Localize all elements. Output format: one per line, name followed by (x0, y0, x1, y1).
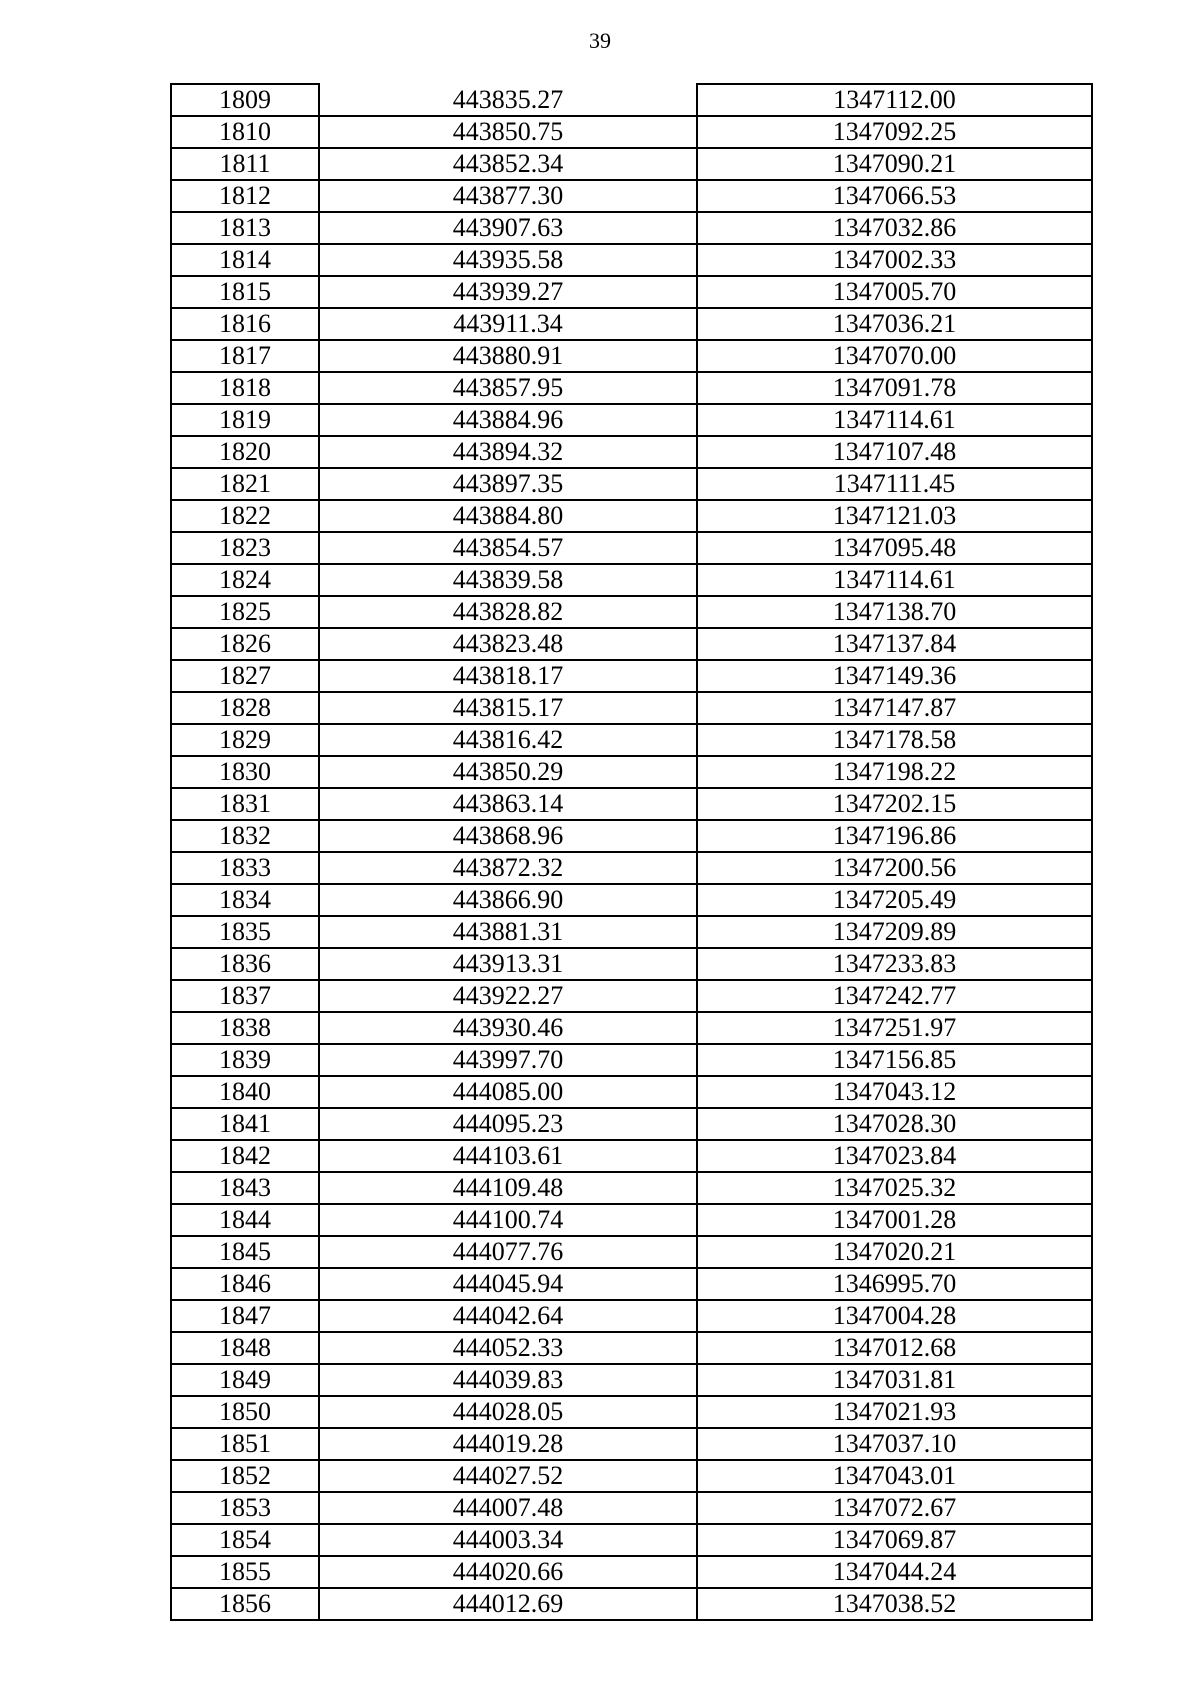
table-row (171, 660, 1092, 692)
x-coordinate-cell: 443866.90 (319, 884, 697, 916)
table-row (171, 1556, 1092, 1588)
table-row (171, 980, 1092, 1012)
point-number-cell: 1814 (171, 244, 319, 276)
point-number-cell: 1832 (171, 820, 319, 852)
point-number-cell: 1842 (171, 1140, 319, 1172)
point-number-cell: 1818 (171, 372, 319, 404)
table-row (171, 788, 1092, 820)
table-row (171, 756, 1092, 788)
table-row (171, 1076, 1092, 1108)
y-coordinate-cell: 1347095.48 (697, 532, 1092, 564)
y-coordinate-cell: 1347090.21 (697, 148, 1092, 180)
table-row (171, 372, 1092, 404)
y-coordinate-cell: 1347178.58 (697, 724, 1092, 756)
point-number-cell: 1839 (171, 1044, 319, 1076)
x-coordinate-cell: 444095.23 (319, 1108, 697, 1140)
point-number-cell: 1848 (171, 1332, 319, 1364)
point-number-cell: 1851 (171, 1428, 319, 1460)
table-row (171, 340, 1092, 372)
y-coordinate-cell: 1347251.97 (697, 1012, 1092, 1044)
x-coordinate-cell: 443911.34 (319, 308, 697, 340)
x-coordinate-cell: 443839.58 (319, 564, 697, 596)
point-number-cell: 1841 (171, 1108, 319, 1140)
x-coordinate-cell: 444027.52 (319, 1460, 697, 1492)
x-coordinate-cell: 443857.95 (319, 372, 697, 404)
y-coordinate-cell: 1347205.49 (697, 884, 1092, 916)
point-number-cell: 1847 (171, 1300, 319, 1332)
y-coordinate-cell: 1347020.21 (697, 1236, 1092, 1268)
y-coordinate-cell: 1347038.52 (697, 1588, 1092, 1620)
x-coordinate-cell: 444042.64 (319, 1300, 697, 1332)
x-coordinate-cell: 443884.80 (319, 500, 697, 532)
point-number-cell: 1855 (171, 1556, 319, 1588)
point-number-cell: 1813 (171, 212, 319, 244)
x-coordinate-cell: 443930.46 (319, 1012, 697, 1044)
table-row (171, 564, 1092, 596)
point-number-cell: 1821 (171, 468, 319, 500)
x-coordinate-cell: 443913.31 (319, 948, 697, 980)
x-coordinate-cell: 443850.75 (319, 116, 697, 148)
point-number-cell: 1809 (171, 84, 319, 116)
x-coordinate-cell: 443880.91 (319, 340, 697, 372)
point-number-cell: 1812 (171, 180, 319, 212)
y-coordinate-cell: 1347043.12 (697, 1076, 1092, 1108)
y-coordinate-cell: 1347114.61 (697, 564, 1092, 596)
point-number-cell: 1836 (171, 948, 319, 980)
table-row (171, 596, 1092, 628)
y-coordinate-cell: 1347114.61 (697, 404, 1092, 436)
point-number-cell: 1822 (171, 500, 319, 532)
y-coordinate-cell: 1347012.68 (697, 1332, 1092, 1364)
x-coordinate-cell: 443828.82 (319, 596, 697, 628)
point-number-cell: 1816 (171, 308, 319, 340)
x-coordinate-cell: 443823.48 (319, 628, 697, 660)
x-coordinate-cell: 444028.05 (319, 1396, 697, 1428)
y-coordinate-cell: 1347137.84 (697, 628, 1092, 660)
x-coordinate-cell: 444020.66 (319, 1556, 697, 1588)
table-row (171, 180, 1092, 212)
point-number-cell: 1837 (171, 980, 319, 1012)
x-coordinate-cell: 443897.35 (319, 468, 697, 500)
x-coordinate-cell: 443815.17 (319, 692, 697, 724)
x-coordinate-cell: 443894.32 (319, 436, 697, 468)
table-row (171, 1044, 1092, 1076)
table-row (171, 1140, 1092, 1172)
x-coordinate-cell: 443816.42 (319, 724, 697, 756)
y-coordinate-cell: 1347021.93 (697, 1396, 1092, 1428)
y-coordinate-cell: 1347156.85 (697, 1044, 1092, 1076)
y-coordinate-cell: 1347004.28 (697, 1300, 1092, 1332)
table-row (171, 532, 1092, 564)
y-coordinate-cell: 1347242.77 (697, 980, 1092, 1012)
x-coordinate-cell: 443863.14 (319, 788, 697, 820)
y-coordinate-cell: 1347198.22 (697, 756, 1092, 788)
point-number-cell: 1834 (171, 884, 319, 916)
y-coordinate-cell: 1347023.84 (697, 1140, 1092, 1172)
table-row (171, 1236, 1092, 1268)
table-row (171, 692, 1092, 724)
table-row (171, 84, 1092, 116)
table-row (171, 308, 1092, 340)
page-number: 39 (589, 28, 611, 53)
y-coordinate-cell: 1347037.10 (697, 1428, 1092, 1460)
table-row (171, 820, 1092, 852)
table-row (171, 1492, 1092, 1524)
y-coordinate-cell: 1347107.48 (697, 436, 1092, 468)
y-coordinate-cell: 1347044.24 (697, 1556, 1092, 1588)
y-coordinate-cell: 1347202.15 (697, 788, 1092, 820)
x-coordinate-cell: 444039.83 (319, 1364, 697, 1396)
table-row (171, 468, 1092, 500)
x-coordinate-cell: 444012.69 (319, 1588, 697, 1620)
x-coordinate-cell: 443884.96 (319, 404, 697, 436)
y-coordinate-cell: 1347028.30 (697, 1108, 1092, 1140)
point-number-cell: 1840 (171, 1076, 319, 1108)
table-row (171, 1396, 1092, 1428)
y-coordinate-cell: 1347138.70 (697, 596, 1092, 628)
table-row (171, 852, 1092, 884)
y-coordinate-cell: 1347032.86 (697, 212, 1092, 244)
point-number-cell: 1826 (171, 628, 319, 660)
table-row (171, 212, 1092, 244)
table-row (171, 1172, 1092, 1204)
x-coordinate-cell: 444103.61 (319, 1140, 697, 1172)
table-row (171, 884, 1092, 916)
y-coordinate-cell: 1347233.83 (697, 948, 1092, 980)
table-row (171, 116, 1092, 148)
x-coordinate-cell: 443850.29 (319, 756, 697, 788)
table-row (171, 276, 1092, 308)
y-coordinate-cell: 1347200.56 (697, 852, 1092, 884)
y-coordinate-cell: 1347196.86 (697, 820, 1092, 852)
x-coordinate-cell: 444007.48 (319, 1492, 697, 1524)
y-coordinate-cell: 1347091.78 (697, 372, 1092, 404)
point-number-cell: 1820 (171, 436, 319, 468)
coordinate-table-body (171, 84, 1092, 1620)
coordinate-table (170, 83, 1093, 1621)
x-coordinate-cell: 443872.32 (319, 852, 697, 884)
x-coordinate-cell: 444100.74 (319, 1204, 697, 1236)
point-number-cell: 1827 (171, 660, 319, 692)
y-coordinate-cell: 1347005.70 (697, 276, 1092, 308)
y-coordinate-cell: 1347001.28 (697, 1204, 1092, 1236)
point-number-cell: 1828 (171, 692, 319, 724)
y-coordinate-cell: 1347121.03 (697, 500, 1092, 532)
table-row (171, 1268, 1092, 1300)
point-number-cell: 1823 (171, 532, 319, 564)
point-number-cell: 1824 (171, 564, 319, 596)
point-number-cell: 1843 (171, 1172, 319, 1204)
point-number-cell: 1811 (171, 148, 319, 180)
point-number-cell: 1849 (171, 1364, 319, 1396)
table-row (171, 148, 1092, 180)
table-row (171, 1364, 1092, 1396)
table-row (171, 500, 1092, 532)
y-coordinate-cell: 1347043.01 (697, 1460, 1092, 1492)
x-coordinate-cell: 443852.34 (319, 148, 697, 180)
table-row (171, 404, 1092, 436)
y-coordinate-cell: 1347092.25 (697, 116, 1092, 148)
x-coordinate-cell: 443854.57 (319, 532, 697, 564)
table-row (171, 724, 1092, 756)
table-row (171, 1428, 1092, 1460)
y-coordinate-cell: 1347066.53 (697, 180, 1092, 212)
table-row (171, 916, 1092, 948)
point-number-cell: 1844 (171, 1204, 319, 1236)
point-number-cell: 1817 (171, 340, 319, 372)
x-coordinate-cell: 443818.17 (319, 660, 697, 692)
table-row (171, 1300, 1092, 1332)
x-coordinate-cell: 443922.27 (319, 980, 697, 1012)
table-row (171, 436, 1092, 468)
x-coordinate-cell: 443907.63 (319, 212, 697, 244)
table-row (171, 1588, 1092, 1620)
point-number-cell: 1845 (171, 1236, 319, 1268)
x-coordinate-cell: 443881.31 (319, 916, 697, 948)
y-coordinate-cell: 1347031.81 (697, 1364, 1092, 1396)
point-number-cell: 1825 (171, 596, 319, 628)
y-coordinate-cell: 1347111.45 (697, 468, 1092, 500)
y-coordinate-cell: 1347070.00 (697, 340, 1092, 372)
point-number-cell: 1830 (171, 756, 319, 788)
x-coordinate-cell: 443877.30 (319, 180, 697, 212)
point-number-cell: 1815 (171, 276, 319, 308)
table-row (171, 1332, 1092, 1364)
point-number-cell: 1810 (171, 116, 319, 148)
x-coordinate-cell: 444109.48 (319, 1172, 697, 1204)
x-coordinate-cell: 444077.76 (319, 1236, 697, 1268)
table-row (171, 1524, 1092, 1556)
y-coordinate-cell: 1347002.33 (697, 244, 1092, 276)
x-coordinate-cell: 444045.94 (319, 1268, 697, 1300)
point-number-cell: 1853 (171, 1492, 319, 1524)
table-row (171, 628, 1092, 660)
y-coordinate-cell: 1347147.87 (697, 692, 1092, 724)
point-number-cell: 1829 (171, 724, 319, 756)
point-number-cell: 1831 (171, 788, 319, 820)
table-row (171, 244, 1092, 276)
y-coordinate-cell: 1347209.89 (697, 916, 1092, 948)
y-coordinate-cell: 1347025.32 (697, 1172, 1092, 1204)
table-row (171, 1460, 1092, 1492)
point-number-cell: 1835 (171, 916, 319, 948)
y-coordinate-cell: 1346995.70 (697, 1268, 1092, 1300)
table-row (171, 1108, 1092, 1140)
x-coordinate-cell: 444052.33 (319, 1332, 697, 1364)
y-coordinate-cell: 1347112.00 (697, 84, 1092, 116)
point-number-cell: 1833 (171, 852, 319, 884)
x-coordinate-cell: 444019.28 (319, 1428, 697, 1460)
point-number-cell: 1846 (171, 1268, 319, 1300)
y-coordinate-cell: 1347069.87 (697, 1524, 1092, 1556)
x-coordinate-cell: 443868.96 (319, 820, 697, 852)
x-coordinate-cell: 443935.58 (319, 244, 697, 276)
table-row (171, 948, 1092, 980)
y-coordinate-cell: 1347149.36 (697, 660, 1092, 692)
point-number-cell: 1819 (171, 404, 319, 436)
point-number-cell: 1854 (171, 1524, 319, 1556)
y-coordinate-cell: 1347036.21 (697, 308, 1092, 340)
x-coordinate-cell: 443939.27 (319, 276, 697, 308)
x-coordinate-cell: 444003.34 (319, 1524, 697, 1556)
point-number-cell: 1856 (171, 1588, 319, 1620)
y-coordinate-cell: 1347072.67 (697, 1492, 1092, 1524)
x-coordinate-cell: 443997.70 (319, 1044, 697, 1076)
point-number-cell: 1838 (171, 1012, 319, 1044)
table-row (171, 1012, 1092, 1044)
x-coordinate-cell: 444085.00 (319, 1076, 697, 1108)
point-number-cell: 1852 (171, 1460, 319, 1492)
point-number-cell: 1850 (171, 1396, 319, 1428)
x-coordinate-cell: 443835.27 (319, 84, 697, 116)
table-row (171, 1204, 1092, 1236)
